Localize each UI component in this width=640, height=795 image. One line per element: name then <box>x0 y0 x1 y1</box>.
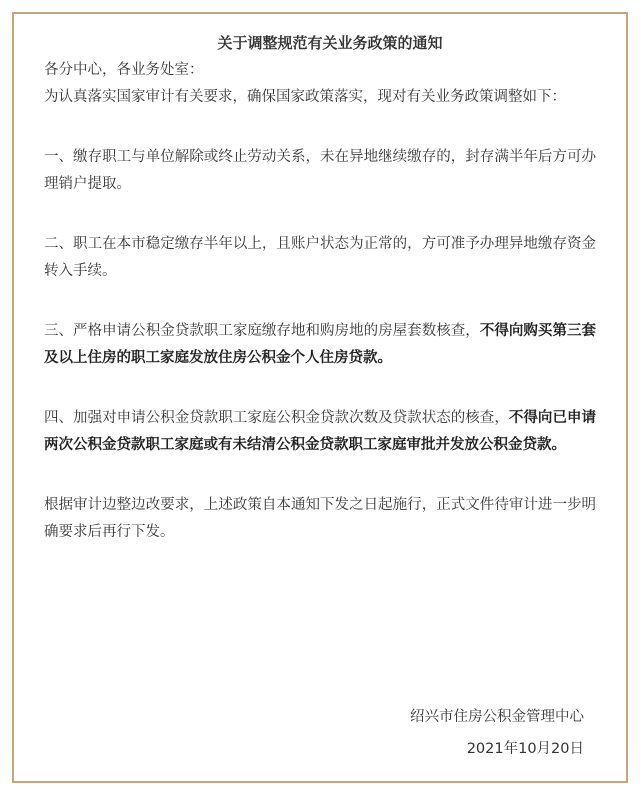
policy-item-4 <box>44 405 596 459</box>
policy-item-4-emphasis: 不得向已申请两次公积金贷款职工家庭或有未结清公积金贷款职工家庭审批并发放公积金贷款。 <box>44 410 597 453</box>
signature-organization: 绍兴市住房公积金管理中心 <box>410 709 584 725</box>
policy-item-3-text: 三、严格申请公积金贷款职工家庭缴存地和购房地的房屋套数核查， <box>44 323 480 339</box>
signature-date: 2021年10月20日 <box>466 741 584 757</box>
policy-item-4-text: 四、加强对申请公积金贷款职工家庭公积金贷款次数及贷款状态的核查， <box>44 410 509 426</box>
policy-item-2: 二、职工在本市稳定缴存半年以上，且账户状态为正常的，方可准予办理异地缴存资金转入手续。 <box>44 236 596 279</box>
notice-title: 关于调整规范有关业务政策的通知 <box>217 34 443 52</box>
closing-paragraph: 根据审计边整边改要求，上述政策自本通知下发之日起施行，正式文件待审计进一步明确要求后再行下发。 <box>44 497 596 540</box>
intro-paragraph: 为认真落实国家审计有关要求，确保国家政策落实，现对有关业务政策调整如下： <box>44 89 566 105</box>
policy-item-1: 一、缴存职工与单位解除或终止劳动关系，未在异地继续缴存的，封存满半年后方可办理销户提取。 <box>44 149 596 192</box>
policy-item-3 <box>44 318 596 372</box>
salutation: 各分中心，各业务处室： <box>44 62 204 78</box>
policy-item-3-emphasis: 不得向购买第三套及以上住房的职工家庭发放住房公积金个人住房贷款。 <box>44 323 597 366</box>
notice-body <box>44 30 596 546</box>
